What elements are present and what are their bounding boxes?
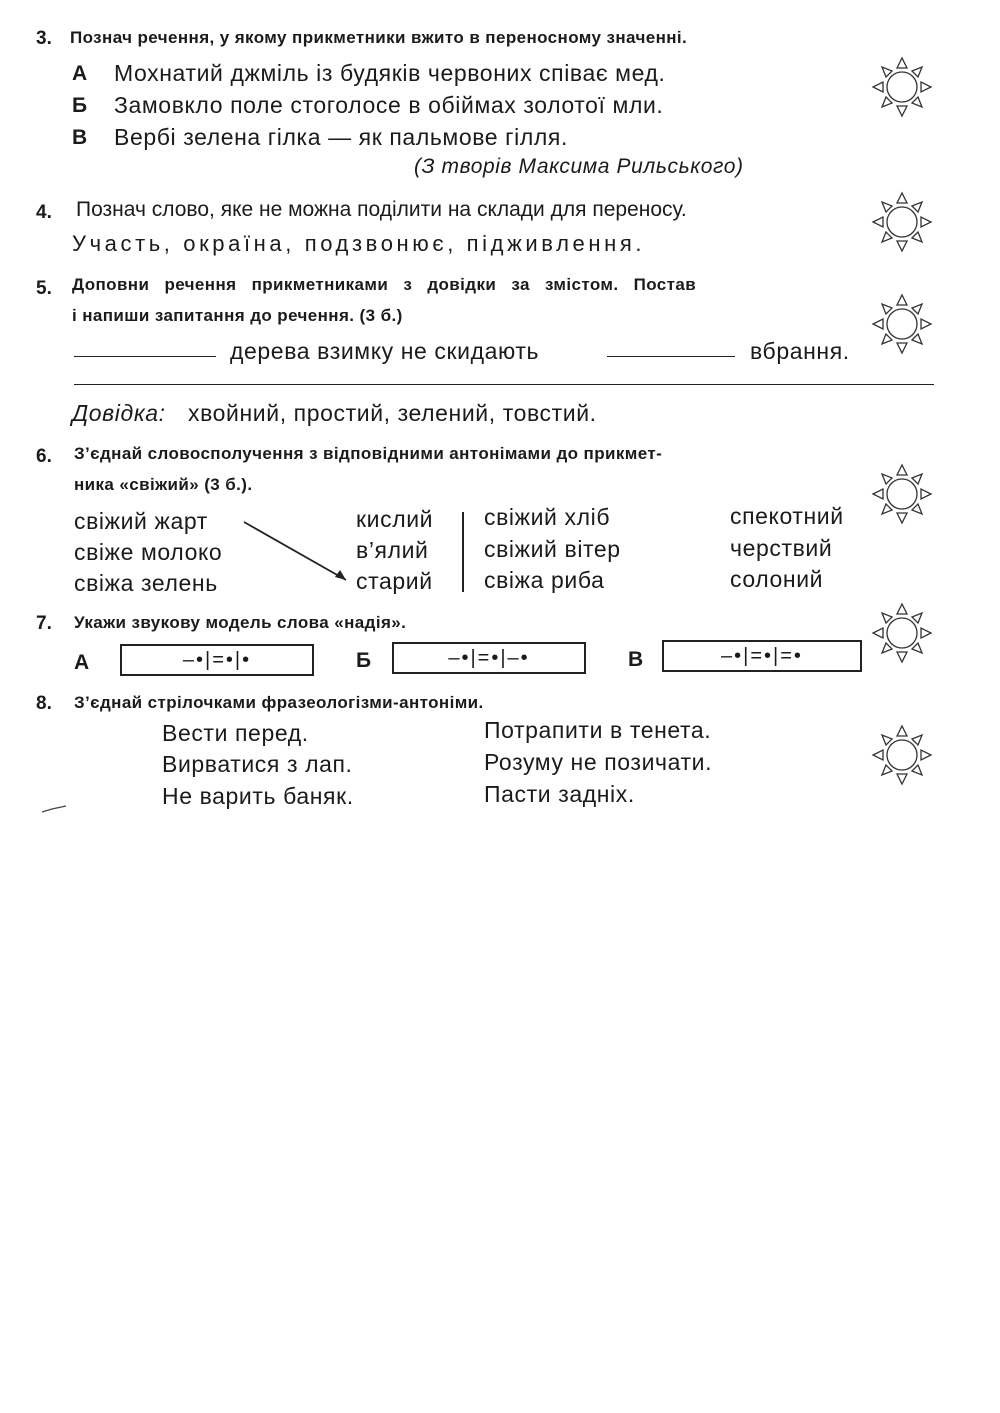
q5-sentence-end: вбрання.: [750, 338, 850, 364]
q4-title: Познач слово, яке не можна поділити на склади для переносу.: [76, 198, 687, 221]
q6-number: 6.: [36, 446, 52, 467]
q5-sentence-middle: дерева взимку не скидають: [230, 338, 540, 364]
q7-title: Укажи звукову модель слова «надія».: [74, 613, 407, 632]
q4-words: Участь, окраїна, подзвонює, підживлення.: [72, 231, 646, 256]
q3-block: [0, 0, 1000, 190]
sun-icon: [870, 55, 934, 119]
q8-number: 8.: [36, 693, 52, 714]
q8-left-2: Вирватися з лап.: [162, 751, 353, 777]
q6-right-antonym-3: солоний: [730, 566, 824, 592]
q4-block: [0, 190, 1000, 270]
q6-left-phrase-3: свіжа зелень: [74, 570, 218, 596]
q3-option-a-text: Мохнатий джміль із будяків червоних співає мед.: [114, 60, 666, 86]
q8-block: [0, 685, 1000, 825]
q7-option-v-model[interactable]: –•|=•|=•: [662, 640, 862, 672]
q3-option-b-text: Замовкло поле стоголосе в обіймах золотої мли.: [114, 92, 664, 118]
pencil-mark-icon: [40, 803, 70, 815]
q7-option-b-letter: Б: [356, 649, 372, 672]
q5-block: [0, 270, 1000, 430]
q6-right-phrase-1: свіжий хліб: [484, 504, 611, 530]
q7-option-v-letter: В: [628, 648, 644, 671]
q6-title-line1: З’єднай словосполучення з відповідними антонімами до прикмет-: [74, 444, 663, 463]
q5-answer-line[interactable]: [74, 384, 934, 385]
q6-divider: [462, 512, 464, 592]
q6-left-antonym-1: кислий: [356, 506, 434, 532]
q7-block: [0, 605, 1000, 685]
q8-left-3: Не варить баняк.: [162, 783, 354, 809]
q6-left-phrase-2: свіже молоко: [74, 539, 223, 565]
q8-title: З’єднай стрілочками фразеологізми-антоніми.: [74, 693, 484, 712]
sun-icon: [870, 601, 934, 665]
q7-option-a-model[interactable]: –•|=•|•: [120, 644, 314, 676]
q6-left-antonym-2: в’ялий: [356, 537, 429, 563]
q6-right-phrase-2: свіжий вітер: [484, 536, 621, 562]
q7-number: 7.: [36, 613, 52, 634]
q7-option-a-letter: А: [74, 651, 90, 674]
q5-title-line2: і напиши запитання до речення. (3 б.): [72, 306, 403, 325]
q5-blank-2[interactable]: [607, 332, 735, 357]
q5-title-line1: Доповни речення прикметниками з довідки за змістом. Постав: [72, 275, 697, 294]
q3-source: (З творів Максима Рильського): [414, 155, 744, 178]
q4-number: 4.: [36, 202, 52, 223]
q6-right-antonym-2: черствий: [730, 535, 833, 561]
q6-left-phrase-1: свіжий жарт: [74, 508, 208, 534]
sun-icon: [870, 190, 934, 254]
q5-number: 5.: [36, 278, 52, 299]
q5-blank-1[interactable]: [74, 332, 216, 357]
q5-hint-words: хвойний, простий, зелений, товстий.: [188, 400, 597, 426]
q6-title-line2: ника «свіжий» (3 б.).: [74, 475, 253, 494]
sun-icon: [870, 462, 934, 526]
q3-option-a-letter: А: [72, 62, 88, 85]
q6-right-phrase-3: свіжа риба: [484, 567, 605, 593]
q8-left-1: Вести перед.: [162, 720, 309, 746]
q6-right-antonym-1: спекотний: [730, 503, 844, 529]
q3-number: 3.: [36, 28, 52, 49]
sun-icon: [870, 292, 934, 356]
q3-title: Познач речення, у якому прикметники вжито в переносному значенні.: [70, 28, 688, 47]
q6-left-antonym-3: старий: [356, 568, 433, 594]
q3-option-v-text: Вербі зелена гілка — як пальмове гілля.: [114, 124, 568, 150]
q3-option-b-letter: Б: [72, 94, 88, 117]
arrow-icon: [240, 518, 360, 588]
sun-icon: [870, 723, 934, 787]
q7-option-b-model[interactable]: –•|=•|–•: [392, 642, 586, 674]
q5-hint-label: Довідка:: [72, 400, 166, 426]
q8-right-3: Пасти задніх.: [484, 781, 635, 807]
q6-block: [0, 440, 1000, 605]
q3-option-v-letter: В: [72, 126, 88, 149]
q8-right-2: Розуму не позичати.: [484, 749, 713, 775]
q8-right-1: Потрапити в тенета.: [484, 717, 712, 743]
